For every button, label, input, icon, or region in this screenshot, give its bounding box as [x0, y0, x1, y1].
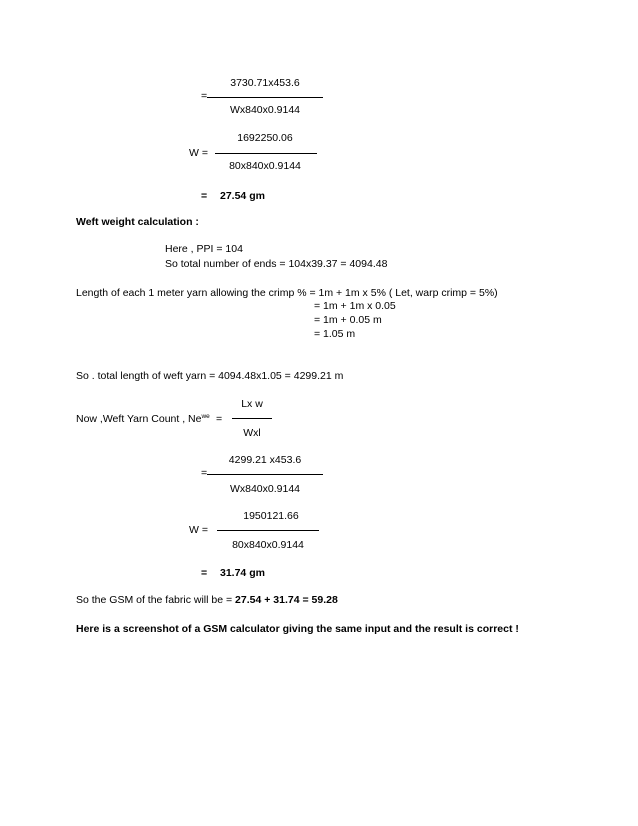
fraction-denominator: 80x840x0.9144	[229, 160, 301, 172]
gsm-result-line	[76, 594, 338, 607]
fraction-denominator: Wxl	[243, 427, 261, 439]
fraction-bar	[215, 153, 317, 154]
equals-sign: =	[201, 467, 208, 479]
equals-sign: =	[201, 567, 208, 579]
equation-lhs: W =	[189, 524, 208, 536]
length-step: = 1m + 1m x 0.05	[314, 300, 396, 312]
yarn-length-line: Length of each 1 meter yarn allowing the crimp % = 1m + 1m x 5% ( Let, warp crimp = 5%)	[76, 287, 498, 299]
fraction-bar	[232, 418, 272, 419]
equals-sign: =	[201, 90, 208, 102]
fraction-denominator: Wx840x0.9144	[229, 104, 301, 116]
yarn-count-label: Now ,Weft Yarn Count , $Ne^{we}$	[76, 413, 210, 425]
fraction-denominator: 80x840x0.9144	[232, 539, 304, 551]
fraction-denominator: Wx840x0.9144	[229, 483, 301, 495]
warp-weight-result: 27.54 gm	[220, 190, 265, 202]
fraction-numerator: 1692250.06	[237, 132, 293, 144]
weft-weight-result: 31.74 gm	[220, 567, 265, 579]
ppi-line: Here , PPI = 104	[165, 243, 243, 255]
fraction-numerator: 3730.71x453.6	[230, 77, 300, 89]
equals-sign: =	[201, 190, 208, 202]
section-heading: Weft weight calculation :	[76, 216, 199, 228]
length-step: = 1.05 m	[314, 328, 356, 340]
fraction-numerator: 1950121.66	[243, 510, 299, 522]
gsm-prefix: So the GSM of the fabric will be =	[76, 594, 236, 606]
total-weft-length-line: So . total length of weft yarn = 4094.48x1.05 = 4299.21 m	[76, 370, 344, 382]
fraction-bar	[207, 97, 323, 98]
gsm-value: 27.54 + 31.74 = 59.28	[235, 594, 338, 606]
equation-lhs: W =	[189, 147, 208, 159]
fraction-numerator: Lx w	[241, 398, 263, 410]
fraction-bar	[207, 474, 323, 475]
total-ends-line: So total number of ends = 104x39.37 = 4094.48	[165, 258, 388, 270]
fraction-bar	[217, 530, 319, 531]
closing-note: Here is a screenshot of a GSM calculator giving the same input and the result is correct !	[76, 623, 519, 635]
length-step: = 1m + 0.05 m	[314, 314, 382, 326]
fraction-numerator: 4299.21 x453.6	[228, 454, 302, 466]
equals-sign: =	[216, 413, 223, 425]
